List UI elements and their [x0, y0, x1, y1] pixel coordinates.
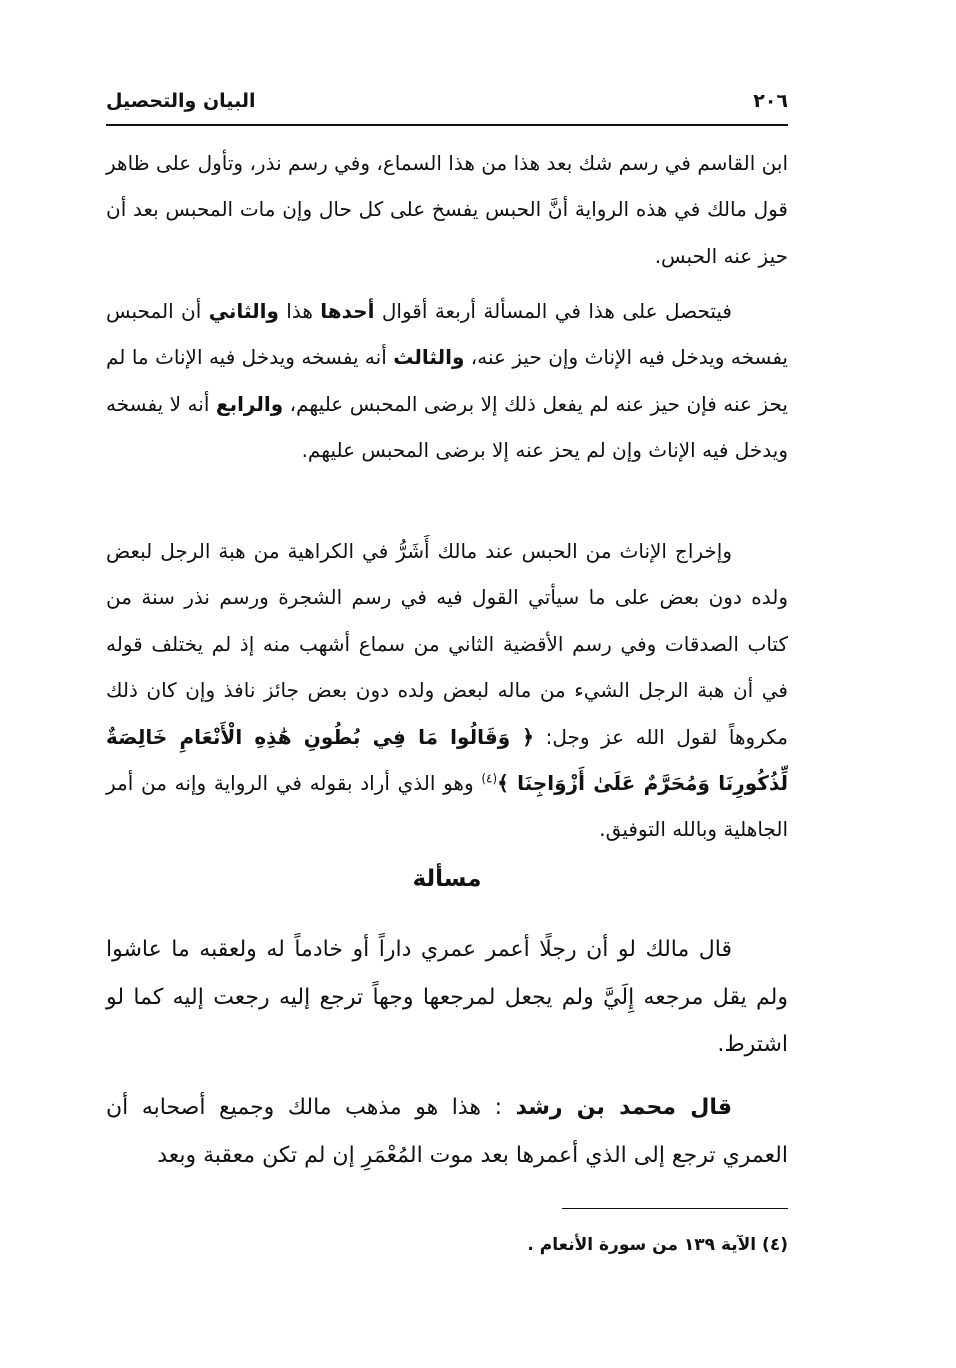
- bold-term-fourth: والرابع: [215, 391, 284, 416]
- text-segment: أنه لا يفسخه ويدخل فيه الإناث وإن لم يحز عنه إلا برضى المحبس عليهم.: [106, 391, 788, 463]
- text-segment: وإخراج الإناث من الحبس عند مالك أَشَرُّ في الكراهية من هبة الرجل لبعض ولده دون بعض على ما سيأتي القول فيه في رسم الشجرة ورسم نذر سنة من كتاب الصدقات وفي رسم الأقضية الثاني من سماع أشهب منه إذ لم يختلف قوله في أن هبة الرجل الشيء من ماله لبعض ولده دون بعض جائز نافذ وإن كان ذلك مكروهاً لقول الله عز وجل:: [106, 539, 788, 749]
- text-segment: أنه يفسخه ويدخل فيه الإناث ما لم يحز عنه فإن حيز عنه لم يفعل ذلك إلا برضى المحبس عليهم،: [106, 345, 788, 416]
- bold-term-first: أحدها: [320, 299, 375, 323]
- text-segment: فيتحصل على هذا في المسألة أربعة أقوال: [374, 299, 732, 323]
- footnote-reference: (٤): [481, 771, 498, 786]
- section-title: مسألة: [412, 866, 482, 892]
- page-number: ٢٠٦: [753, 90, 788, 112]
- paragraph-four-opinions: [106, 288, 788, 474]
- text-segment: هذا: [278, 299, 321, 323]
- paragraph-question: قال مالك لو أن رجلًا أعمر عمري داراً أو خادماً له ولعقبه ما عاشوا ولم يقل مرجعه إِلَيَّ ولم يجعل لمرجعها وجهاً ترجع إليه رجعت إليه كما لو اشترط.: [106, 937, 788, 1057]
- running-title: البيان والتحصيل: [106, 90, 256, 112]
- speaker-lead: قال محمد بن رشد: [515, 1095, 732, 1120]
- footnote: (٤) الآية ١٣٩ من سورة الأنعام .: [527, 1235, 788, 1255]
- paragraph-continuation: ابن القاسم في رسم شك بعد هذا من هذا السماع، وفي رسم نذر، وتأول على ظاهر قول مالك في هذه الرواية أنَّ الحبس يفسخ على كل حال وإن مات المحبس بعد أن حيز عنه الحبس.: [106, 151, 788, 268]
- page-header: [106, 80, 788, 126]
- text-segment: : هذا هو مذهب مالك وجميع أصحابه أن العمري ترجع إلى الذي أعمرها بعد موت المُعْمَرِ إن لم تكن معقبة وبعد: [106, 1095, 788, 1168]
- text-segment: أن المحبس يفسخه ويدخل فيه الإناث وإن حيز عنه،: [106, 299, 789, 370]
- quran-verse: ﴿ وَقَالُوا مَا فِي بُطُونِ هَٰذِهِ الْأَنْعَامِ خَالِصَةٌ لِّذُكُورِنَا وَمُحَرَّمٌ عَلَىٰ أَزْوَاجِنَا ﴾: [106, 724, 788, 796]
- footnote-divider: [562, 1208, 788, 1209]
- text-segment: وهو الذي أراد بقوله في الرواية وإنه من أمر الجاهلية وبالله التوفيق.: [106, 771, 788, 842]
- bold-term-second: والثاني: [208, 299, 279, 323]
- bold-term-third: والثالث: [393, 345, 465, 370]
- paragraph-excluding-females: [106, 528, 788, 853]
- paragraph-ibn-rushd: [106, 1084, 788, 1179]
